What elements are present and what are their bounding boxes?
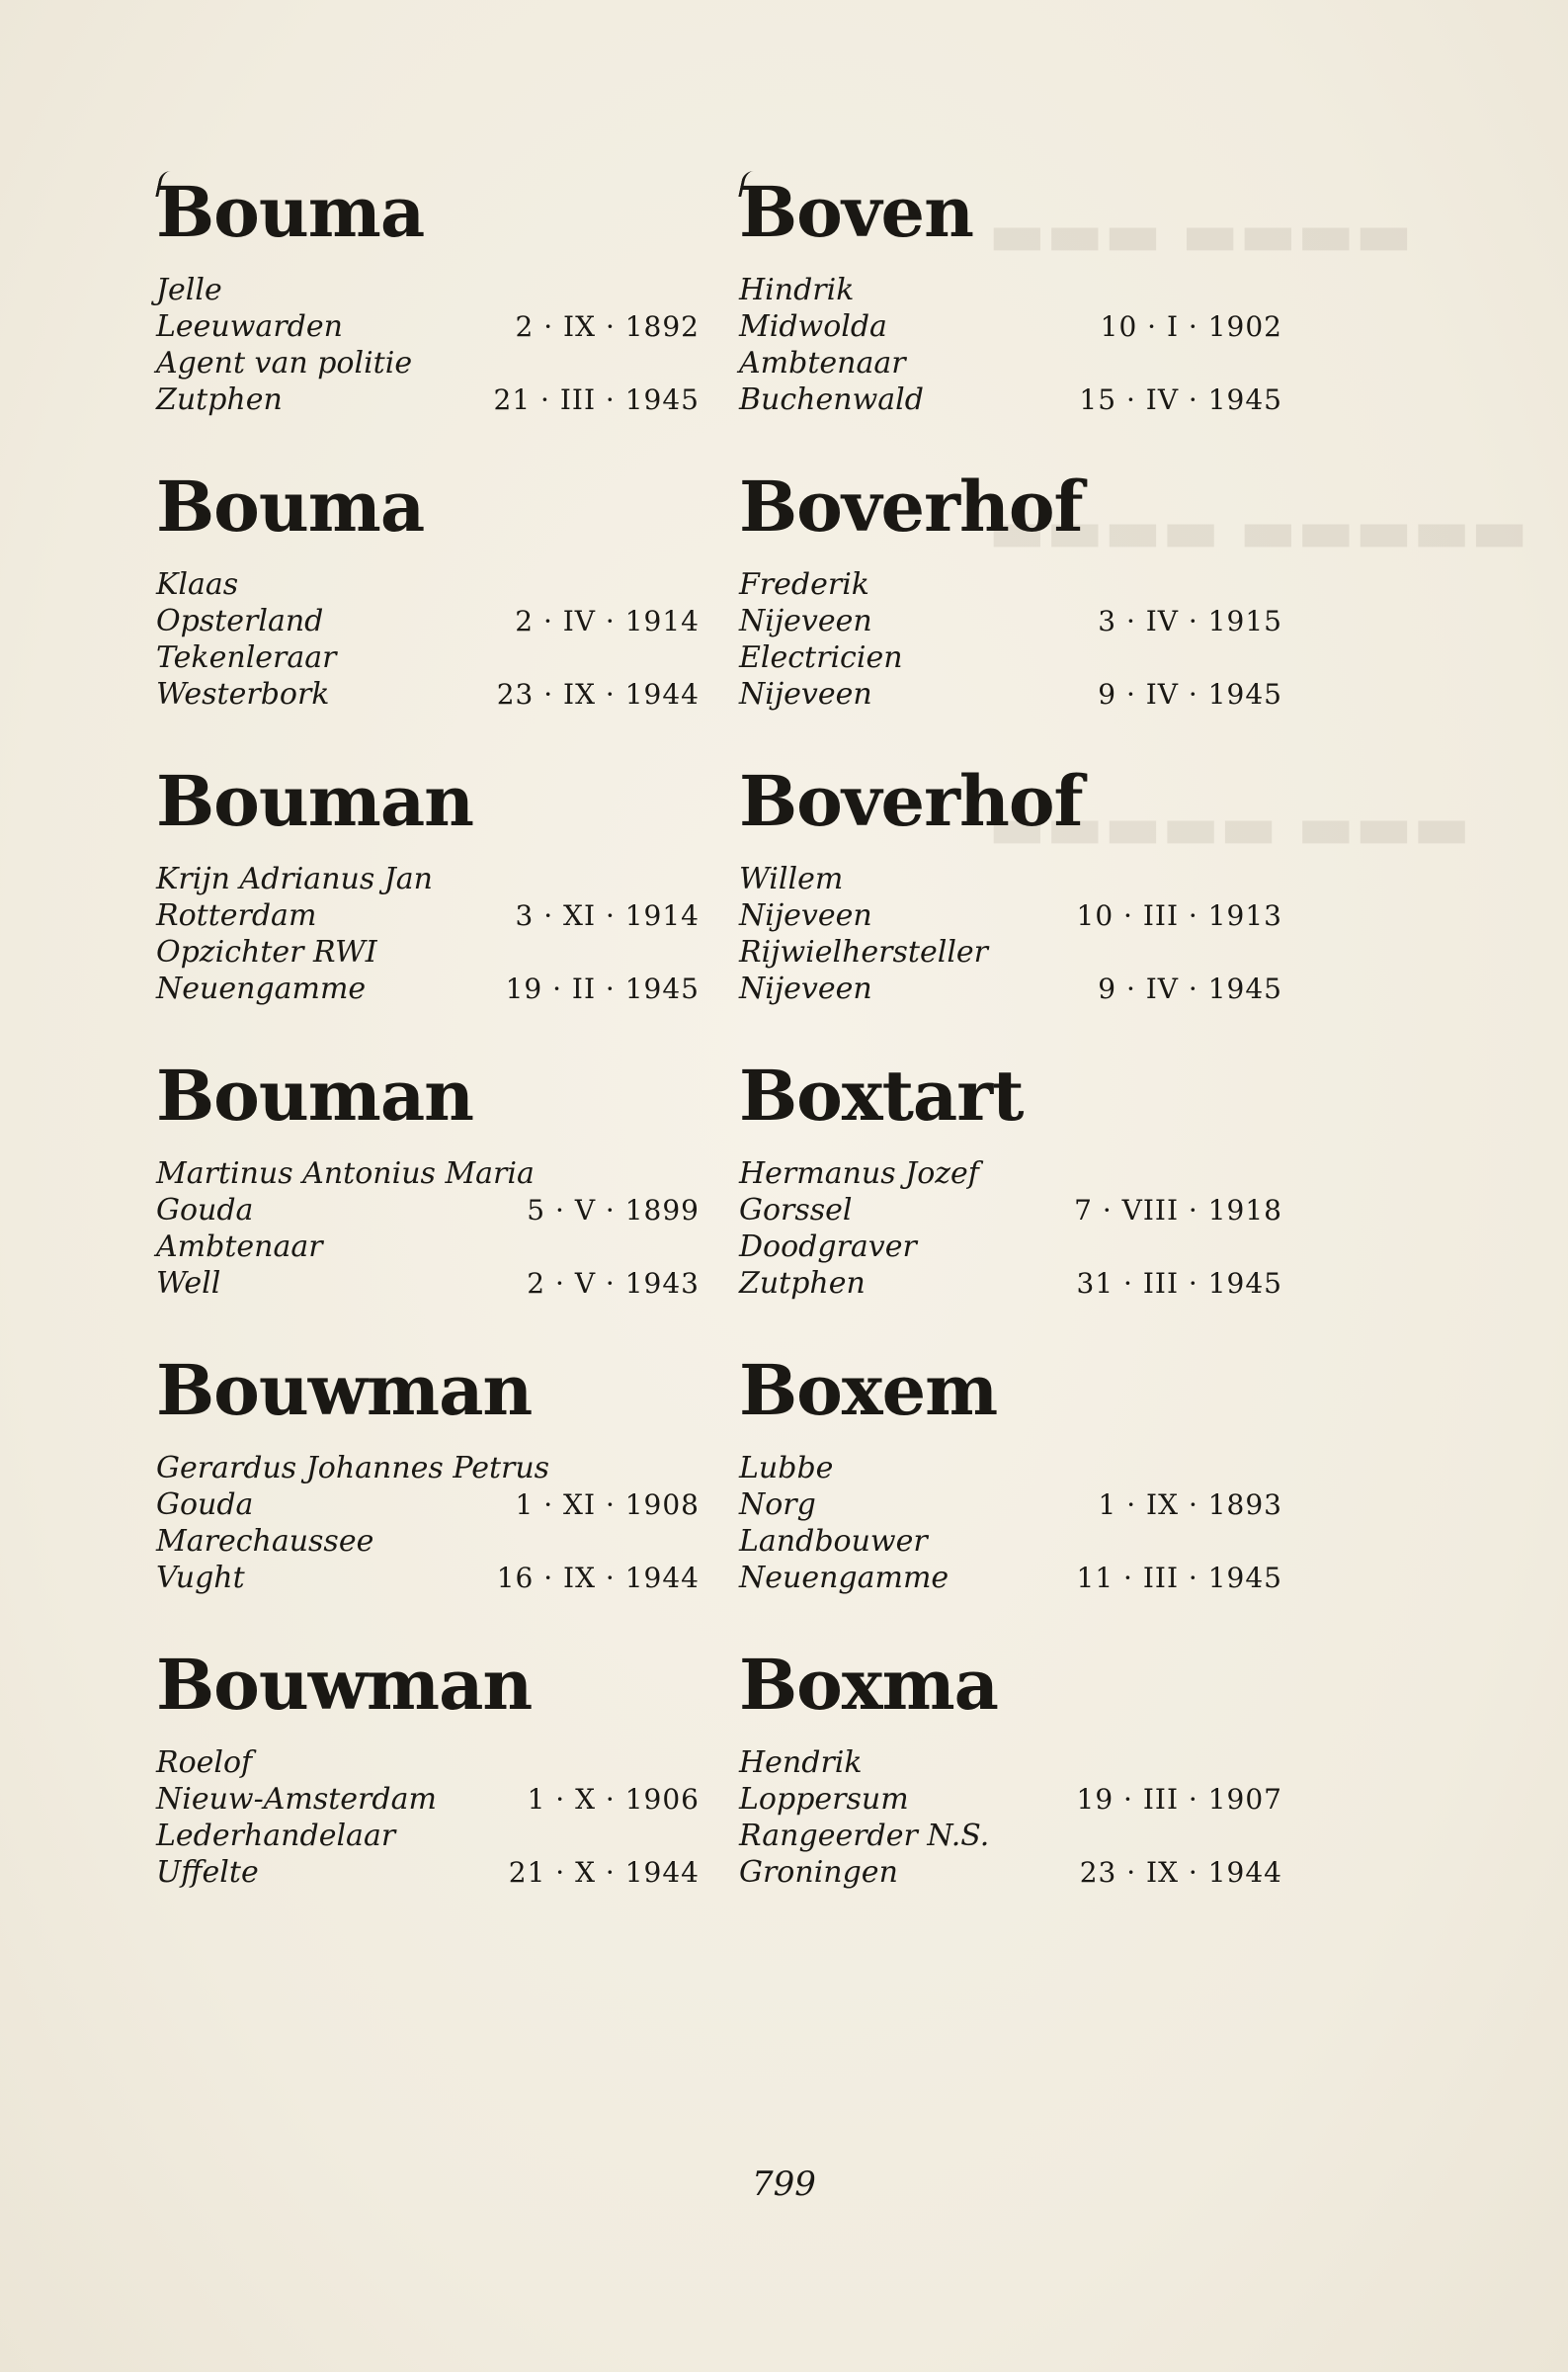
surname-text: Boverhof: [739, 760, 1083, 842]
birth-date: 7 · VIII · 1918: [1074, 1194, 1282, 1227]
occupation-line: [156, 639, 709, 676]
entry: [739, 1341, 1292, 1636]
birth-date: 3 · XI · 1914: [515, 899, 700, 932]
death-date: 21 · III · 1945: [493, 383, 700, 416]
surname: [156, 1341, 709, 1450]
occupation: Ambtenaar: [156, 1229, 323, 1264]
death-place: Zutphen: [156, 382, 283, 417]
occupation-line: [156, 1523, 709, 1560]
given-name-line: [156, 272, 709, 308]
given-name-line: [156, 861, 709, 897]
entry: [156, 163, 709, 458]
given-name-line: [739, 1155, 1292, 1192]
entry: [156, 1341, 709, 1636]
death-place: Nijeveen: [739, 677, 872, 712]
death-date: 9 · IV · 1945: [1098, 678, 1282, 711]
show-through-decoration: ▬▬▬▬ ▬▬▬: [988, 198, 1413, 270]
occupation: Electricien: [739, 640, 903, 675]
death-place: Neuengamme: [156, 972, 367, 1006]
birth-place: Gouda: [156, 1487, 254, 1522]
surname-text: Boxem: [739, 1349, 998, 1431]
occupation: Rijwielhersteller: [739, 935, 989, 970]
birth-line: [156, 897, 709, 934]
given-name: Gerardus Johannes Petrus: [156, 1451, 550, 1485]
entry: [739, 163, 1292, 458]
given-name: Hindrik: [739, 273, 855, 307]
death-place: Vught: [156, 1561, 245, 1595]
occupation: Tekenleraar: [156, 640, 337, 675]
death-place: Westerbork: [156, 677, 330, 712]
birth-line: [156, 1192, 709, 1228]
birth-line: [156, 308, 709, 345]
given-name-line: [156, 1744, 709, 1781]
given-name: Klaas: [156, 567, 239, 602]
death-line: [739, 971, 1292, 1007]
birth-date: 1 · X · 1906: [527, 1783, 700, 1816]
death-date: 31 · III · 1945: [1076, 1267, 1282, 1300]
death-date: 2 · V · 1943: [527, 1267, 700, 1300]
entry: [156, 752, 709, 1047]
occupation: Opzichter RWI: [156, 935, 377, 970]
page-number: 799: [752, 2164, 816, 2204]
occupation: Rangeerder N.S.: [739, 1819, 990, 1853]
birth-date: 1 · XI · 1908: [515, 1488, 700, 1521]
birth-place: Gouda: [156, 1193, 254, 1228]
given-name: Frederik: [739, 567, 869, 602]
given-name: Lubbe: [739, 1451, 834, 1485]
birth-place: Nieuw-Amsterdam: [156, 1782, 437, 1817]
birth-place: Nijeveen: [739, 604, 872, 638]
death-date: 11 · III · 1945: [1076, 1562, 1282, 1594]
death-place: Buchenwald: [739, 382, 924, 417]
death-date: 19 · II · 1945: [505, 973, 700, 1005]
surname-text: Bouman: [156, 1055, 474, 1137]
birth-line: [156, 603, 709, 639]
birth-line: [156, 1486, 709, 1523]
right-column: [739, 163, 1292, 1930]
entry: [156, 1636, 709, 1930]
occupation: Doodgraver: [739, 1229, 917, 1264]
entry: [739, 752, 1292, 1047]
death-line: [739, 676, 1292, 713]
surname: [156, 752, 709, 861]
death-line: [156, 381, 709, 418]
death-place: Groningen: [739, 1855, 898, 1890]
surname-text: Bouman: [156, 760, 474, 842]
given-name: Jelle: [156, 273, 222, 307]
birth-date: 1 · IX · 1893: [1098, 1488, 1282, 1521]
given-name-line: [156, 566, 709, 603]
birth-line: [739, 897, 1292, 934]
occupation: Agent van politie: [156, 346, 413, 381]
entry: [156, 1047, 709, 1341]
birth-date: 5 · V · 1899: [527, 1194, 700, 1227]
death-line: [156, 676, 709, 713]
birth-line: [739, 1192, 1292, 1228]
death-line: [739, 1265, 1292, 1302]
given-name-line: [739, 1450, 1292, 1486]
occupation-line: [739, 1523, 1292, 1560]
given-name-line: [156, 1450, 709, 1486]
given-name: Roelof: [156, 1745, 253, 1780]
birth-date: 2 · IV · 1914: [515, 605, 700, 637]
given-name-line: [739, 1744, 1292, 1781]
given-name: Willem: [739, 862, 844, 896]
occupation: Landbouwer: [739, 1524, 928, 1559]
birth-line: [739, 1486, 1292, 1523]
birth-place: Nijeveen: [739, 898, 872, 933]
birth-place: Gorssel: [739, 1193, 853, 1228]
surname: [156, 458, 709, 566]
surname: [156, 1636, 709, 1744]
death-place: Neuengamme: [739, 1561, 949, 1595]
death-date: 16 · IX · 1944: [496, 1562, 700, 1594]
occupation-line: [156, 345, 709, 381]
birth-place: Leeuwarden: [156, 309, 343, 344]
death-line: [156, 1265, 709, 1302]
death-place: Nijeveen: [739, 972, 872, 1006]
death-line: [156, 1854, 709, 1891]
surname: [739, 1341, 1292, 1450]
surname-text: Boverhof: [739, 466, 1083, 548]
birth-place: Opsterland: [156, 604, 324, 638]
birth-place: Loppersum: [739, 1782, 909, 1817]
given-name-line: [739, 861, 1292, 897]
death-date: 23 · IX · 1944: [496, 678, 700, 711]
surname: [739, 163, 1292, 272]
birth-line: [739, 1781, 1292, 1818]
birth-line: [739, 603, 1292, 639]
surname: [739, 1636, 1292, 1744]
surname: [739, 752, 1292, 861]
death-date: 23 · IX · 1944: [1079, 1856, 1282, 1889]
entry: [739, 458, 1292, 752]
death-place: Well: [156, 1266, 221, 1301]
show-through-decoration: ▬▬▬ ▬▬▬▬▬: [988, 791, 1471, 863]
occupation-line: [739, 1818, 1292, 1854]
occupation-line: [739, 1228, 1292, 1265]
given-name: Hendrik: [739, 1745, 863, 1780]
occupation-line: [156, 934, 709, 971]
birth-date: 10 · III · 1913: [1076, 899, 1282, 932]
given-name: Martinus Antonius Maria: [156, 1156, 535, 1191]
occupation: Ambtenaar: [739, 346, 906, 381]
occupation-line: [156, 1228, 709, 1265]
birth-place: Rotterdam: [156, 898, 317, 933]
given-name: Hermanus Jozef: [739, 1156, 979, 1191]
birth-place: Norg: [739, 1487, 816, 1522]
birth-date: 10 · I · 1902: [1100, 310, 1282, 343]
death-line: [739, 1854, 1292, 1891]
death-line: [156, 971, 709, 1007]
death-place: Uffelte: [156, 1855, 259, 1890]
given-name-line: [739, 566, 1292, 603]
occupation-line: [739, 639, 1292, 676]
death-date: 15 · IV · 1945: [1079, 383, 1282, 416]
birth-date: 19 · III · 1907: [1076, 1783, 1282, 1816]
show-through-decoration: ▬▬▬▬▬ ▬▬▬▬: [988, 494, 1528, 566]
surname-text: Boxtart: [739, 1055, 1024, 1137]
death-line: [739, 381, 1292, 418]
death-date: 9 · IV · 1945: [1098, 973, 1282, 1005]
given-name-line: [156, 1155, 709, 1192]
birth-date: 3 · IV · 1915: [1098, 605, 1282, 637]
death-place: Zutphen: [739, 1266, 866, 1301]
surname-text: Boven: [739, 171, 973, 253]
death-date: 21 · X · 1944: [508, 1856, 700, 1889]
surname: [156, 1047, 709, 1155]
birth-place: Midwolda: [739, 309, 887, 344]
birth-line: [739, 308, 1292, 345]
given-name: Krijn Adrianus Jan: [156, 862, 434, 896]
occupation: Marechaussee: [156, 1524, 374, 1559]
surname-text: Bouwman: [156, 1349, 533, 1431]
birth-line: [156, 1781, 709, 1818]
occupation-line: [156, 1818, 709, 1854]
surname: [739, 458, 1292, 566]
entry: [739, 1636, 1292, 1930]
death-line: [739, 1560, 1292, 1596]
surname: [739, 1047, 1292, 1155]
surname: [156, 163, 709, 272]
birth-date: 2 · IX · 1892: [515, 310, 700, 343]
entry: [739, 1047, 1292, 1341]
surname-text: Bouma: [156, 466, 425, 548]
death-line: [156, 1560, 709, 1596]
left-column: [156, 163, 709, 1930]
entry: [156, 458, 709, 752]
surname-text: Bouma: [156, 171, 425, 253]
occupation-line: [739, 345, 1292, 381]
given-name-line: [739, 272, 1292, 308]
occupation-line: [739, 934, 1292, 971]
surname-text: Bouwman: [156, 1644, 533, 1726]
occupation: Lederhandelaar: [156, 1819, 396, 1853]
surname-text: Boxma: [739, 1644, 999, 1726]
